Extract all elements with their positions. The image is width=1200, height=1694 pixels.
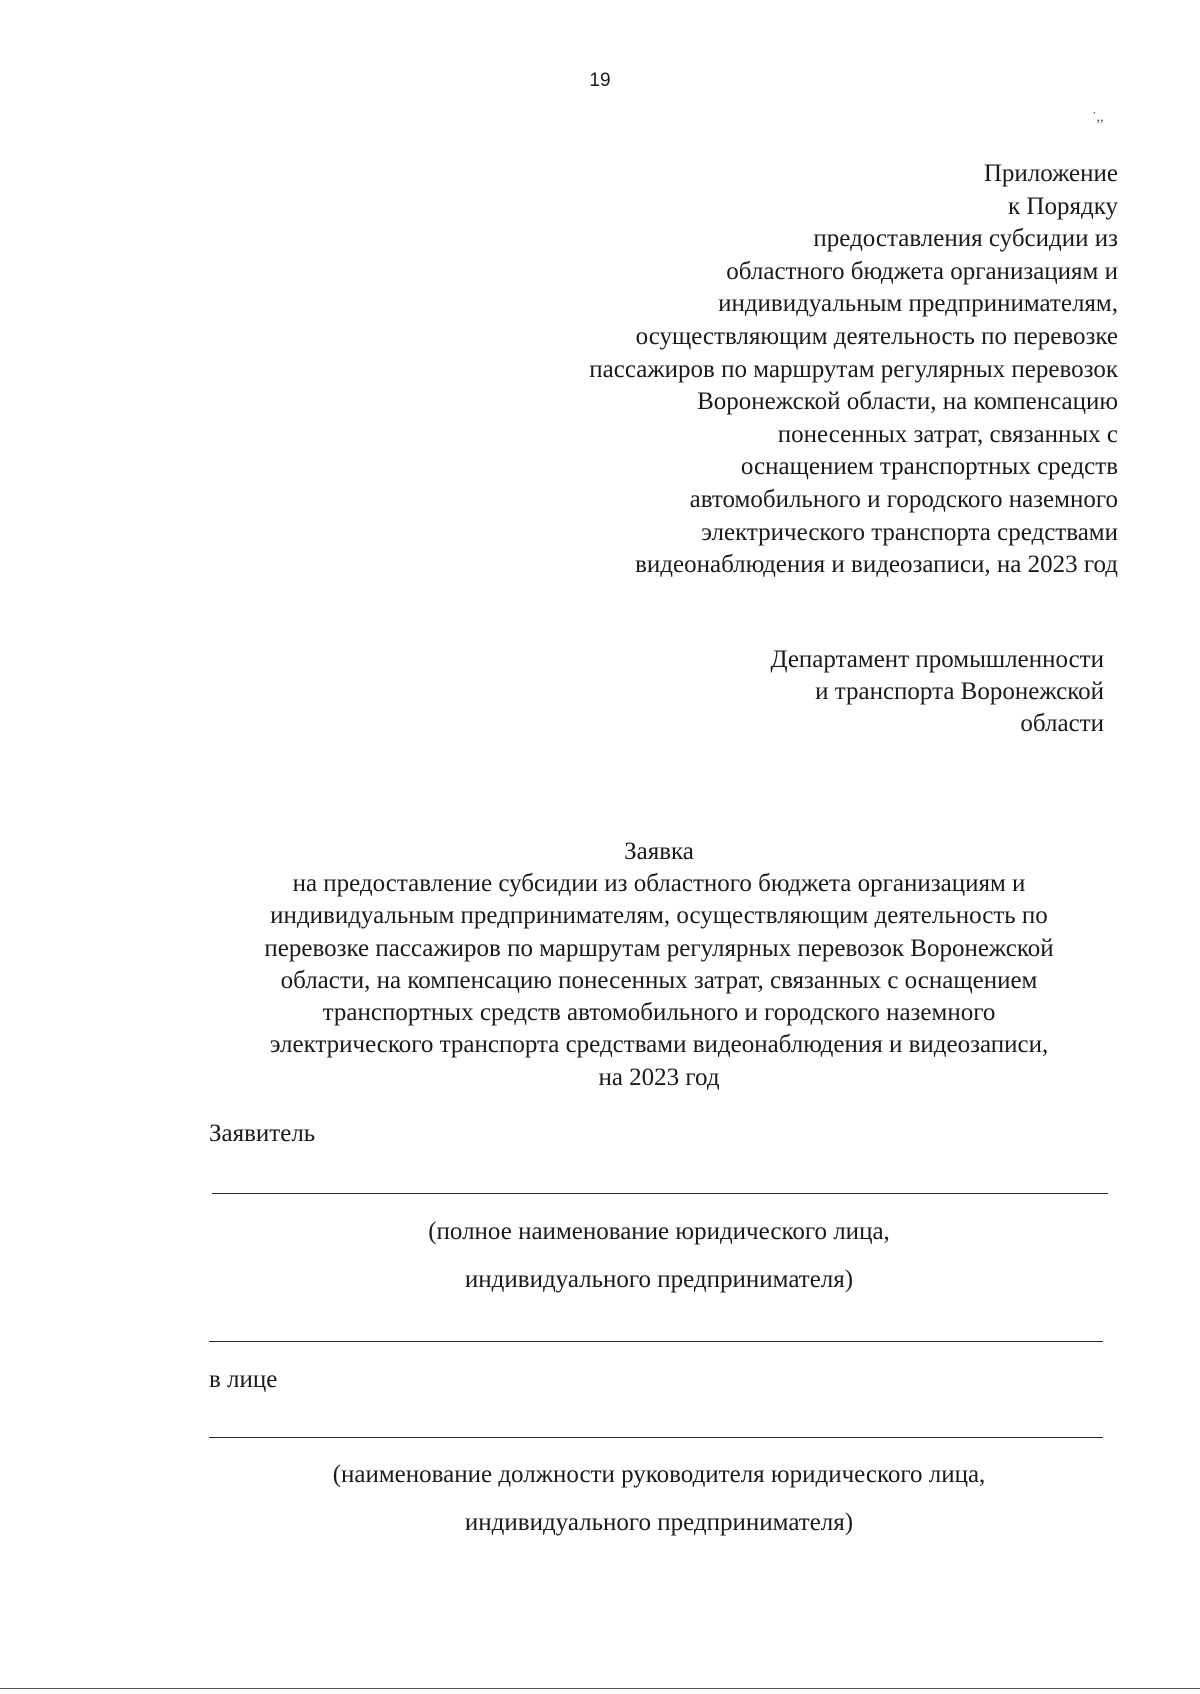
appendix-line: к Порядку <box>1008 192 1118 220</box>
representative-caption-2: индивидуального предпринимателя) <box>464 1509 854 1536</box>
applicant-caption-2: индивидуального предпринимателя) <box>464 1266 854 1293</box>
applicant-extra-line[interactable] <box>209 1341 1103 1342</box>
subject-line: индивидуальным предпринимателям, осуществляющим деятельность по <box>270 902 1048 930</box>
appendix-line: Приложение <box>983 160 1118 187</box>
application-subject <box>0 868 1200 1094</box>
representative-caption-1: (наименование должности руководителя юридического лица, <box>332 1461 986 1488</box>
appendix-line: осуществляющим деятельность по перевозке <box>635 322 1118 350</box>
page-bottom-edge <box>0 1688 1200 1689</box>
stray-mark: ˙,, <box>1092 110 1104 125</box>
recipient-line: области <box>1020 710 1104 737</box>
appendix-line: электрического транспорта средствами <box>701 518 1118 546</box>
page-number: 19 <box>589 70 611 91</box>
appendix-line: автомобильного и городского наземного <box>689 485 1118 513</box>
appendix-line: индивидуальным предпринимателям, <box>718 290 1118 318</box>
recipient-line: Департамент промышленности <box>770 646 1104 673</box>
appendix-line: понесенных затрат, связанных с <box>777 420 1118 448</box>
representative-position-line[interactable] <box>209 1437 1103 1438</box>
recipient-block <box>604 644 1104 740</box>
subject-line: области, на компенсацию понесенных затрат, связанных с оснащением <box>280 966 1038 994</box>
recipient-line: и транспорта Воронежской <box>815 678 1104 705</box>
subject-line: транспортных средств автомобильного и городского наземного <box>322 999 996 1027</box>
applicant-label: Заявитель <box>209 1120 316 1147</box>
appendix-line: предоставления субсидии из <box>813 225 1118 253</box>
applicant-caption-1: (полное наименование юридического лица, <box>428 1218 890 1245</box>
appendix-line: областного бюджета организациям и <box>726 257 1118 285</box>
subject-line: электрического транспорта средствами видеонаблюдения и видеозаписи, <box>269 1031 1049 1059</box>
appendix-line: оснащением транспортных средств <box>740 453 1118 481</box>
subject-line: перевозке пассажиров по маршрутам регулярных перевозок Воронежской <box>264 934 1054 962</box>
representative-label: в лице <box>209 1366 278 1393</box>
appendix-line: Воронежской области, на компенсацию <box>697 388 1118 416</box>
appendix-line: пассажиров по маршрутам регулярных перевозок <box>589 355 1118 383</box>
appendix-header <box>418 158 1118 582</box>
subject-line: на 2023 год <box>598 1063 720 1091</box>
applicant-name-line[interactable] <box>212 1193 1108 1194</box>
subject-line: на предоставление субсидии из областного бюджета организациям и <box>292 870 1026 897</box>
application-title: Заявка <box>624 838 694 865</box>
appendix-line: видеонаблюдения и видеозаписи, на 2023 год <box>635 551 1118 579</box>
